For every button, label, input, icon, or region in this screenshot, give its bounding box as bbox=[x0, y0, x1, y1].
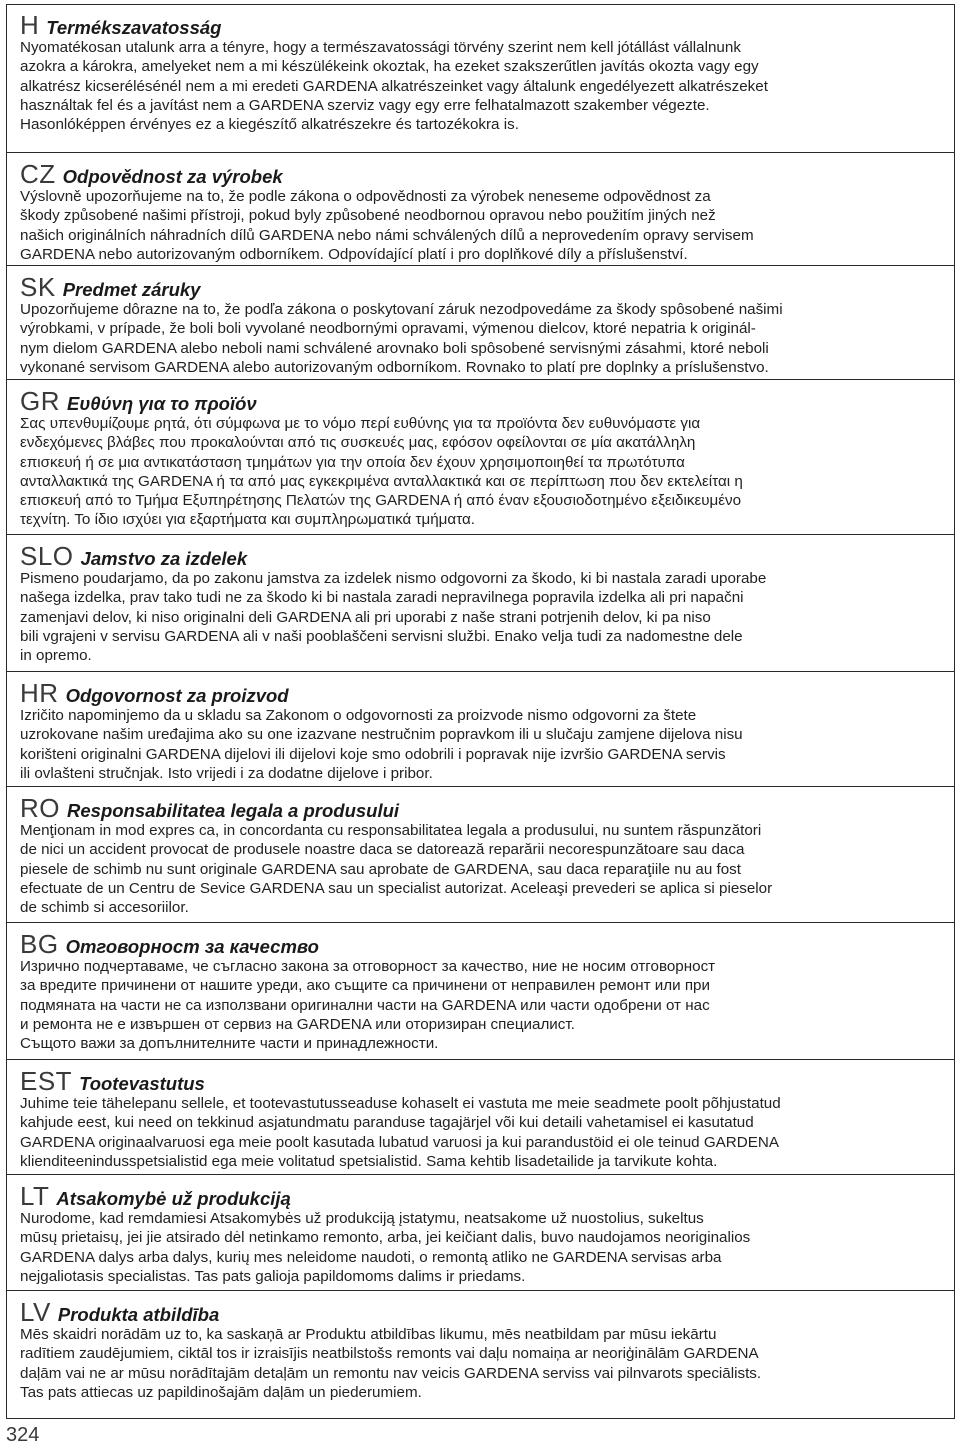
section-heading bbox=[20, 795, 941, 821]
section-estonian bbox=[6, 1060, 955, 1175]
section-heading bbox=[20, 931, 941, 957]
section-title: Tootevastutus bbox=[79, 1073, 205, 1094]
section-heading bbox=[20, 1183, 941, 1209]
section-title: Отговорност за качество bbox=[65, 936, 319, 957]
section-title: Produkta atbildība bbox=[57, 1304, 220, 1325]
section-heading bbox=[20, 274, 941, 300]
section-body: Изрично подчертаваме, че съгласно закона за отговорност за качество, ние не носим отговорност за вредите причинени от нашите уреди, ако същите са причинени от неправилен ремонт или при подмяната на части не са използвани оригинални части на GARDENA или части одобрени от нас и ремонта не е извършен от сервиз на GARDENA или оторизиран специалист. Същото важи за допълнителните части и принадлежности. bbox=[20, 958, 716, 1053]
liability-sections bbox=[6, 4, 955, 1416]
section-body: Upozorňujeme dôrazne na to, že podľa zákona o poskytovaní záruk nezodpovedáme za škody spôsobené našimi výrobkami, v prípade, že boli boli vyvolané neodbornými opravami, výmenou dielcov, ktoré nepatria k originál- nym dielom GARDENA alebo neboli nami schválené arovnako boli spôsobené servisnými zásahmi, ktoré neboli vykonané servisom GARDENA alebo autorizovaným odborníkom. Rovnako to platí pre doplnky a príslušenstvo. bbox=[20, 301, 783, 376]
section-heading bbox=[20, 680, 941, 706]
section-heading bbox=[20, 388, 941, 414]
section-body: Nyomatékosan utalunk arra a tényre, hogy a természavatossági törvény szerint nem kell jótállást vállalnunk azokra a károkra, amelyeket nem a mi készülékeink okoztak, ha ezeket szakszerűtlen javítás okozta vagy egy alkatrész kicserélésénél nem a mi eredeti GARDENA alkatrészeinket vagy általunk engedélyezett alkatrészeket használtak fel és a javítást nem a GARDENA szerviz vagy egy erre felhatalmazott szakember végezte. Hasonlóképpen érvényes ez a kiegészítő alkatrészekre és tartozékokra is. bbox=[20, 39, 768, 134]
section-title: Termékszavatosság bbox=[46, 17, 222, 38]
section-title: Jamstvo za izdelek bbox=[80, 548, 248, 569]
section-heading bbox=[20, 543, 941, 569]
section-title: Ευθύνη για το προϊόν bbox=[67, 393, 257, 414]
section-title: Odpovědnost za výrobek bbox=[62, 166, 283, 187]
language-code: RO bbox=[20, 793, 60, 823]
section-bulgarian bbox=[6, 923, 955, 1060]
section-latvian bbox=[6, 1291, 955, 1416]
section-heading bbox=[20, 12, 941, 38]
section-slovenian bbox=[6, 535, 955, 672]
section-title: Atsakomybė už produkciją bbox=[56, 1188, 291, 1209]
language-code: EST bbox=[20, 1066, 73, 1096]
section-body: Menţionam in mod expres ca, in concordanta cu responsabilitatea legala a produsului, nu suntem răspunzători de nici un accident provocat de produsele noastre daca se datorează reparării necorespunzătoare sau daca piesele de schimb nu sunt originale GARDENA sau aprobate de GARDENA, sau daca reparaţiile nu au fost efectuate de un Centru de Sevice GARDENA sau un specialist autorizat. Aceleaşi prevederi se aplica si pieselor de schimb si accesoriilor. bbox=[20, 822, 773, 917]
section-heading bbox=[20, 1068, 941, 1094]
section-czech bbox=[6, 153, 955, 266]
section-body: Výslovně upozorňujeme na to, že podle zákona o odpovědnosti za výrobek neneseme odpovědnost za škody způsobené našimi přístroji, pokud byly způsobené neodbornou opravou nebo použitím jiných než našich originálních náhradních dílů GARDENA nebo námi schválených dílů a neprovedením opravy servisem GARDENA nebo autorizovaným odborníkem. Odpovídající platí i pro doplňkové díly a příslušenství. bbox=[20, 188, 754, 263]
section-title: Odgovornost za proizvod bbox=[65, 685, 289, 706]
section-greek bbox=[6, 380, 955, 535]
section-hungarian bbox=[6, 4, 955, 153]
section-title: Responsabilitatea legala a produsului bbox=[67, 800, 400, 821]
section-body: Pismeno poudarjamo, da po zakonu jamstva za izdelek nismo odgovorni za škodo, ki bi nastala zaradi uporabe našega izdelka, prav tako tudi ne za škodo ki bi nastala zaradi nepravilnega popravila izdelka ali pri napačni zamenjavi delov, ki niso originalni deli GARDENA ali pri uporabi z naše strani potrjenih delov, ki pa niso bili vgrajeni v servisu GARDENA ali v naši pooblaščeni servisni službi. Enako velja tudi za nadomestne dele in opremo. bbox=[20, 570, 767, 665]
section-body: Σας υπενθυμίζουμε ρητά, ότι σύμφωνα με το νόμο περί ευθύνης για τα προϊόντα δεν ευθυνόμαστε για ενδεχόμενες βλάβες που προκαλούνται από τις συσκευές μας, εφόσον οφείλονται σε μία ακατάλληλη επισκευή ή σε μια αντικατάσταση τμημάτων για την οποία δεν έχουν χρησιμοποιηθεί τα πρωτότυπα ανταλλακτικά της GARDENA ή τα από μας εγκεκριμένα ανταλλακτικά και σε περίπτωση που δεν εκτελείται η επισκευή από το Τμήμα Εξυπηρέτησης Πελατών της GARDENA ή από έναν εξουσιοδοτημένο εξειδικευμένο τεχνίτη. Το ίδιο ισχύει για εξαρτήματα και συμπληρωματικά τμήματα. bbox=[20, 415, 743, 529]
page-number: 324 bbox=[6, 1424, 40, 1446]
language-code: SK bbox=[20, 272, 56, 302]
section-heading bbox=[20, 161, 941, 187]
language-code: H bbox=[20, 10, 40, 40]
section-croatian bbox=[6, 672, 955, 787]
section-body: Mēs skaidri norādām uz to, ka saskaņā ar Produktu atbildības likumu, mēs neatbildam par mūsu iekārtu radītiem zaudējumiem, ciktāl tos ir izraisījis neatbilstošs remonts vai daļu nomaiņa ar neoriģinālām GARDENA daļām vai ne ar mūsu norādītajām detaļām un remontu nav veicis GARDENA serviss vai pilnvarots speciālists. Tas pats attiecas uz papildinošajām daļām un piederumiem. bbox=[20, 1326, 762, 1401]
language-code: BG bbox=[20, 929, 59, 959]
section-body: Izričito napominjemo da u skladu sa Zakonom o odgovornosti za proizvode nismo odgovorni za štete uzrokovane našim uređajima ako su one izazvane nestručnim popravkom ili u slučaju zamjene dijelova nisu korišteni originalni GARDENA dijelovi ili dijelovi koje smo odobrili i popravak nije izvršio GARDENA servis ili ovlašteni stručnjak. Isto vrijedi i za dodatne dijelove i pribor. bbox=[20, 707, 743, 782]
language-code: CZ bbox=[20, 159, 56, 189]
language-code: LT bbox=[20, 1181, 50, 1211]
section-body: Juhime teie tähelepanu sellele, et tootevastutusseaduse kohaselt ei vastuta me meie seadmete poolt põhjustatud kahjude eest, kui need on tekkinud asjatundmatu paranduse tagajärjel või kui detaili vahetamisel ei kasutatud GARDENA originaalvaruosi ega meie poolt kasutada lubatud varuosi ja kui parandustöid ei ole teinud GARDENA klienditeenindusspetsialistid ega meie volitatud spetsialistid. Sama kehtib lisadetailide ja tarvikute kohta. bbox=[20, 1095, 781, 1170]
language-code: LV bbox=[20, 1297, 51, 1327]
section-slovak bbox=[6, 266, 955, 380]
section-lithuanian bbox=[6, 1175, 955, 1291]
section-body: Nurodome, kad remdamiesi Atsakomybės už produkciją įstatymu, neatsakome už nuostolius, sukeltus mūsų prietaisų, jei jie atsirado dėl netinkamo remonto, arba, jei keičiant dalis, buvo naudojamos neoriginalios GARDENA dalys arba dalys, kurių mes neleidome naudoti, o remontą atliko ne GARDENA servisas arba nejgaliotasis specialistas. Tas pats galioja papildomoms dalims ir priedams. bbox=[20, 1210, 751, 1285]
language-code: GR bbox=[20, 386, 60, 416]
language-code: HR bbox=[20, 678, 59, 708]
section-heading bbox=[20, 1299, 941, 1325]
language-code: SLO bbox=[20, 541, 74, 571]
section-romanian bbox=[6, 787, 955, 923]
section-title: Predmet záruky bbox=[62, 279, 201, 300]
